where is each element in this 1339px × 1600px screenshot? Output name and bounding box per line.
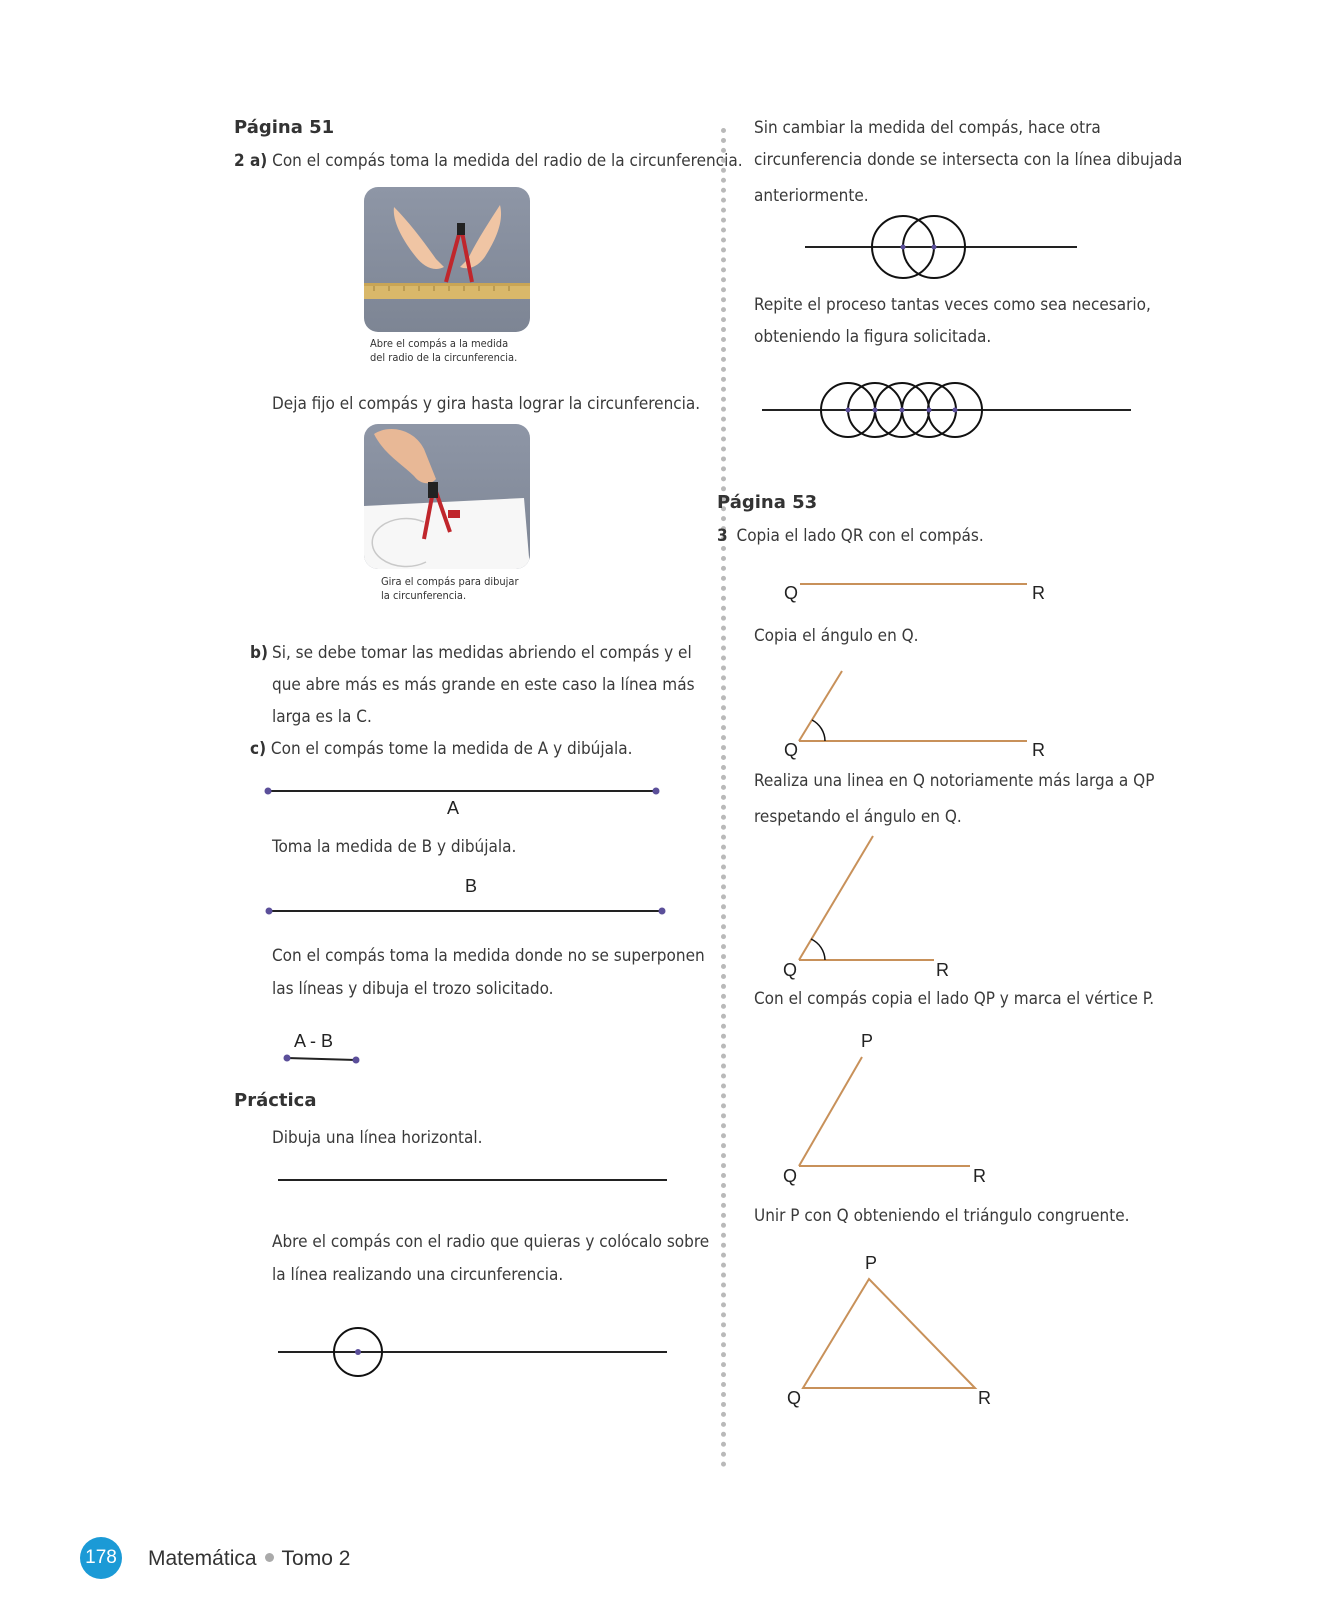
photo-compass-rotate [364,424,530,569]
angle-arc [812,720,825,741]
photo-compass-ruler-caption [370,337,517,365]
circle-center-point [901,245,906,250]
angle-arc [811,939,825,960]
segment-a-minus-b-endpoint [353,1057,360,1064]
volume-label: Tomo 2 [281,1547,351,1570]
circle-center-point [953,408,958,413]
exercise-b [250,642,268,664]
text-abre-1: Abre el compás con el radio que quieras y colócalo sobre [272,1232,710,1252]
label-a: A [447,798,460,818]
text-con-compas-2: las líneas y dibuja el trozo solicitado. [272,979,554,999]
text-sin-cambiar-2: circunferencia donde se intersecta con la línea dibujada [754,150,1183,170]
caption-line: del radio de la circunferencia. [370,351,518,364]
circle-center-point [932,245,937,250]
exercise-3 [717,525,984,547]
segment-a-endpoint [653,788,660,795]
text-dibuja-linea: Dibuja una línea horizontal. [272,1128,483,1148]
long-ray [799,836,873,960]
photo-compass-rotate-illustration [364,424,530,569]
text-sin-cambiar-1: Sin cambiar la medida del compás, hace otra [754,118,1101,138]
label-r: R [1032,740,1045,760]
photo-compass-ruler-illustration [364,187,530,332]
exercise-c-text: Con el compás tome la medida de A y dibújala. [270,739,633,759]
text-con-compas-1: Con el compás toma la medida donde no se superponen [272,946,705,966]
exercise-3-text: Copia el lado QR con el compás. [736,526,984,546]
exercise-b-line-1: Si, se debe tomar las medidas abriendo el compás y el [272,643,692,663]
heading-practica: Práctica [234,1090,317,1111]
label-q: Q [787,1388,802,1408]
text-repite-2: obteniendo la figura solicitada. [754,327,992,347]
text-repite-1: Repite el proceso tantas veces como sea necesario, [754,295,1151,315]
segment-a-minus-b-endpoint [284,1055,291,1062]
segment-a-minus-b-line [287,1058,356,1060]
side-qp [799,671,842,741]
label-r: R [1032,583,1045,603]
heading-pagina-51: Página 51 [234,117,335,138]
caption-line: Gira el compás para dibujar [381,575,519,588]
text-deja-fijo: Deja fijo el compás y gira hasta lograr la circunferencia. [272,394,701,414]
heading-pagina-53: Página 53 [717,492,818,513]
label-p: P [861,1031,874,1051]
text-realiza-1: Realiza una linea en Q notoriamente más larga a QP [754,771,1155,791]
text-copia-angulo: Copia el ángulo en Q. [754,626,919,646]
label-q: Q [784,583,799,603]
exercise-3-label: 3 [717,526,728,546]
label-r: R [936,960,949,980]
triangle-pqr [803,1279,975,1388]
caption-line: la circunferencia. [381,589,467,602]
text-abre-2: la línea realizando una circunferencia. [272,1265,564,1285]
text-realiza-2: respetando el ángulo en Q. [754,807,962,827]
photo-compass-rotate-caption [381,575,519,603]
triangle-pqr-figure [0,0,1,1]
circle-center-point [846,408,851,413]
side-qp [799,1057,862,1166]
book-title: Matemática [148,1547,257,1570]
exercise-2a [234,150,743,172]
column-divider [721,128,726,1468]
text-toma-b: Toma la medida de B y dibújala. [272,837,517,857]
page-number-badge: 178 [80,1537,122,1579]
exercise-c-label: c) [250,739,267,759]
label-r: R [973,1166,986,1186]
circle-center-point [900,408,905,413]
label-q: Q [784,740,799,760]
exercise-b-line-2: que abre más es más grande en este caso la línea más [272,675,695,695]
text-unir: Unir P con Q obteniendo el triángulo congruente. [754,1206,1130,1226]
segment-b-endpoint [659,908,666,915]
segment-a-endpoint [265,788,272,795]
footer-book-title [148,1547,350,1571]
label-r: R [978,1388,991,1408]
label-p: P [865,1253,878,1273]
label-q: Q [783,960,798,980]
label-a-minus-b: A - B [294,1031,334,1051]
caption-line: Abre el compás a la medida [370,337,509,350]
label-b: B [465,876,478,896]
circle-center-point [355,1349,361,1355]
separator-dot [265,1553,274,1562]
exercise-2a-text: Con el compás toma la medida del radio de la circunferencia. [272,151,743,171]
exercise-b-label: b) [250,643,268,663]
text-sin-cambiar-3: anteriormente. [754,186,869,206]
photo-compass-ruler [364,187,530,332]
circle-center-point [927,408,932,413]
text-con-compas-qp: Con el compás copia el lado QP y marca el vértice P. [754,989,1155,1009]
segment-b-endpoint [266,908,273,915]
exercise-2a-label: 2 a) [234,151,268,171]
circle-center-point [873,408,878,413]
exercise-c [250,738,632,760]
label-q: Q [783,1166,798,1186]
exercise-b-line-3: larga es la C. [272,707,372,727]
